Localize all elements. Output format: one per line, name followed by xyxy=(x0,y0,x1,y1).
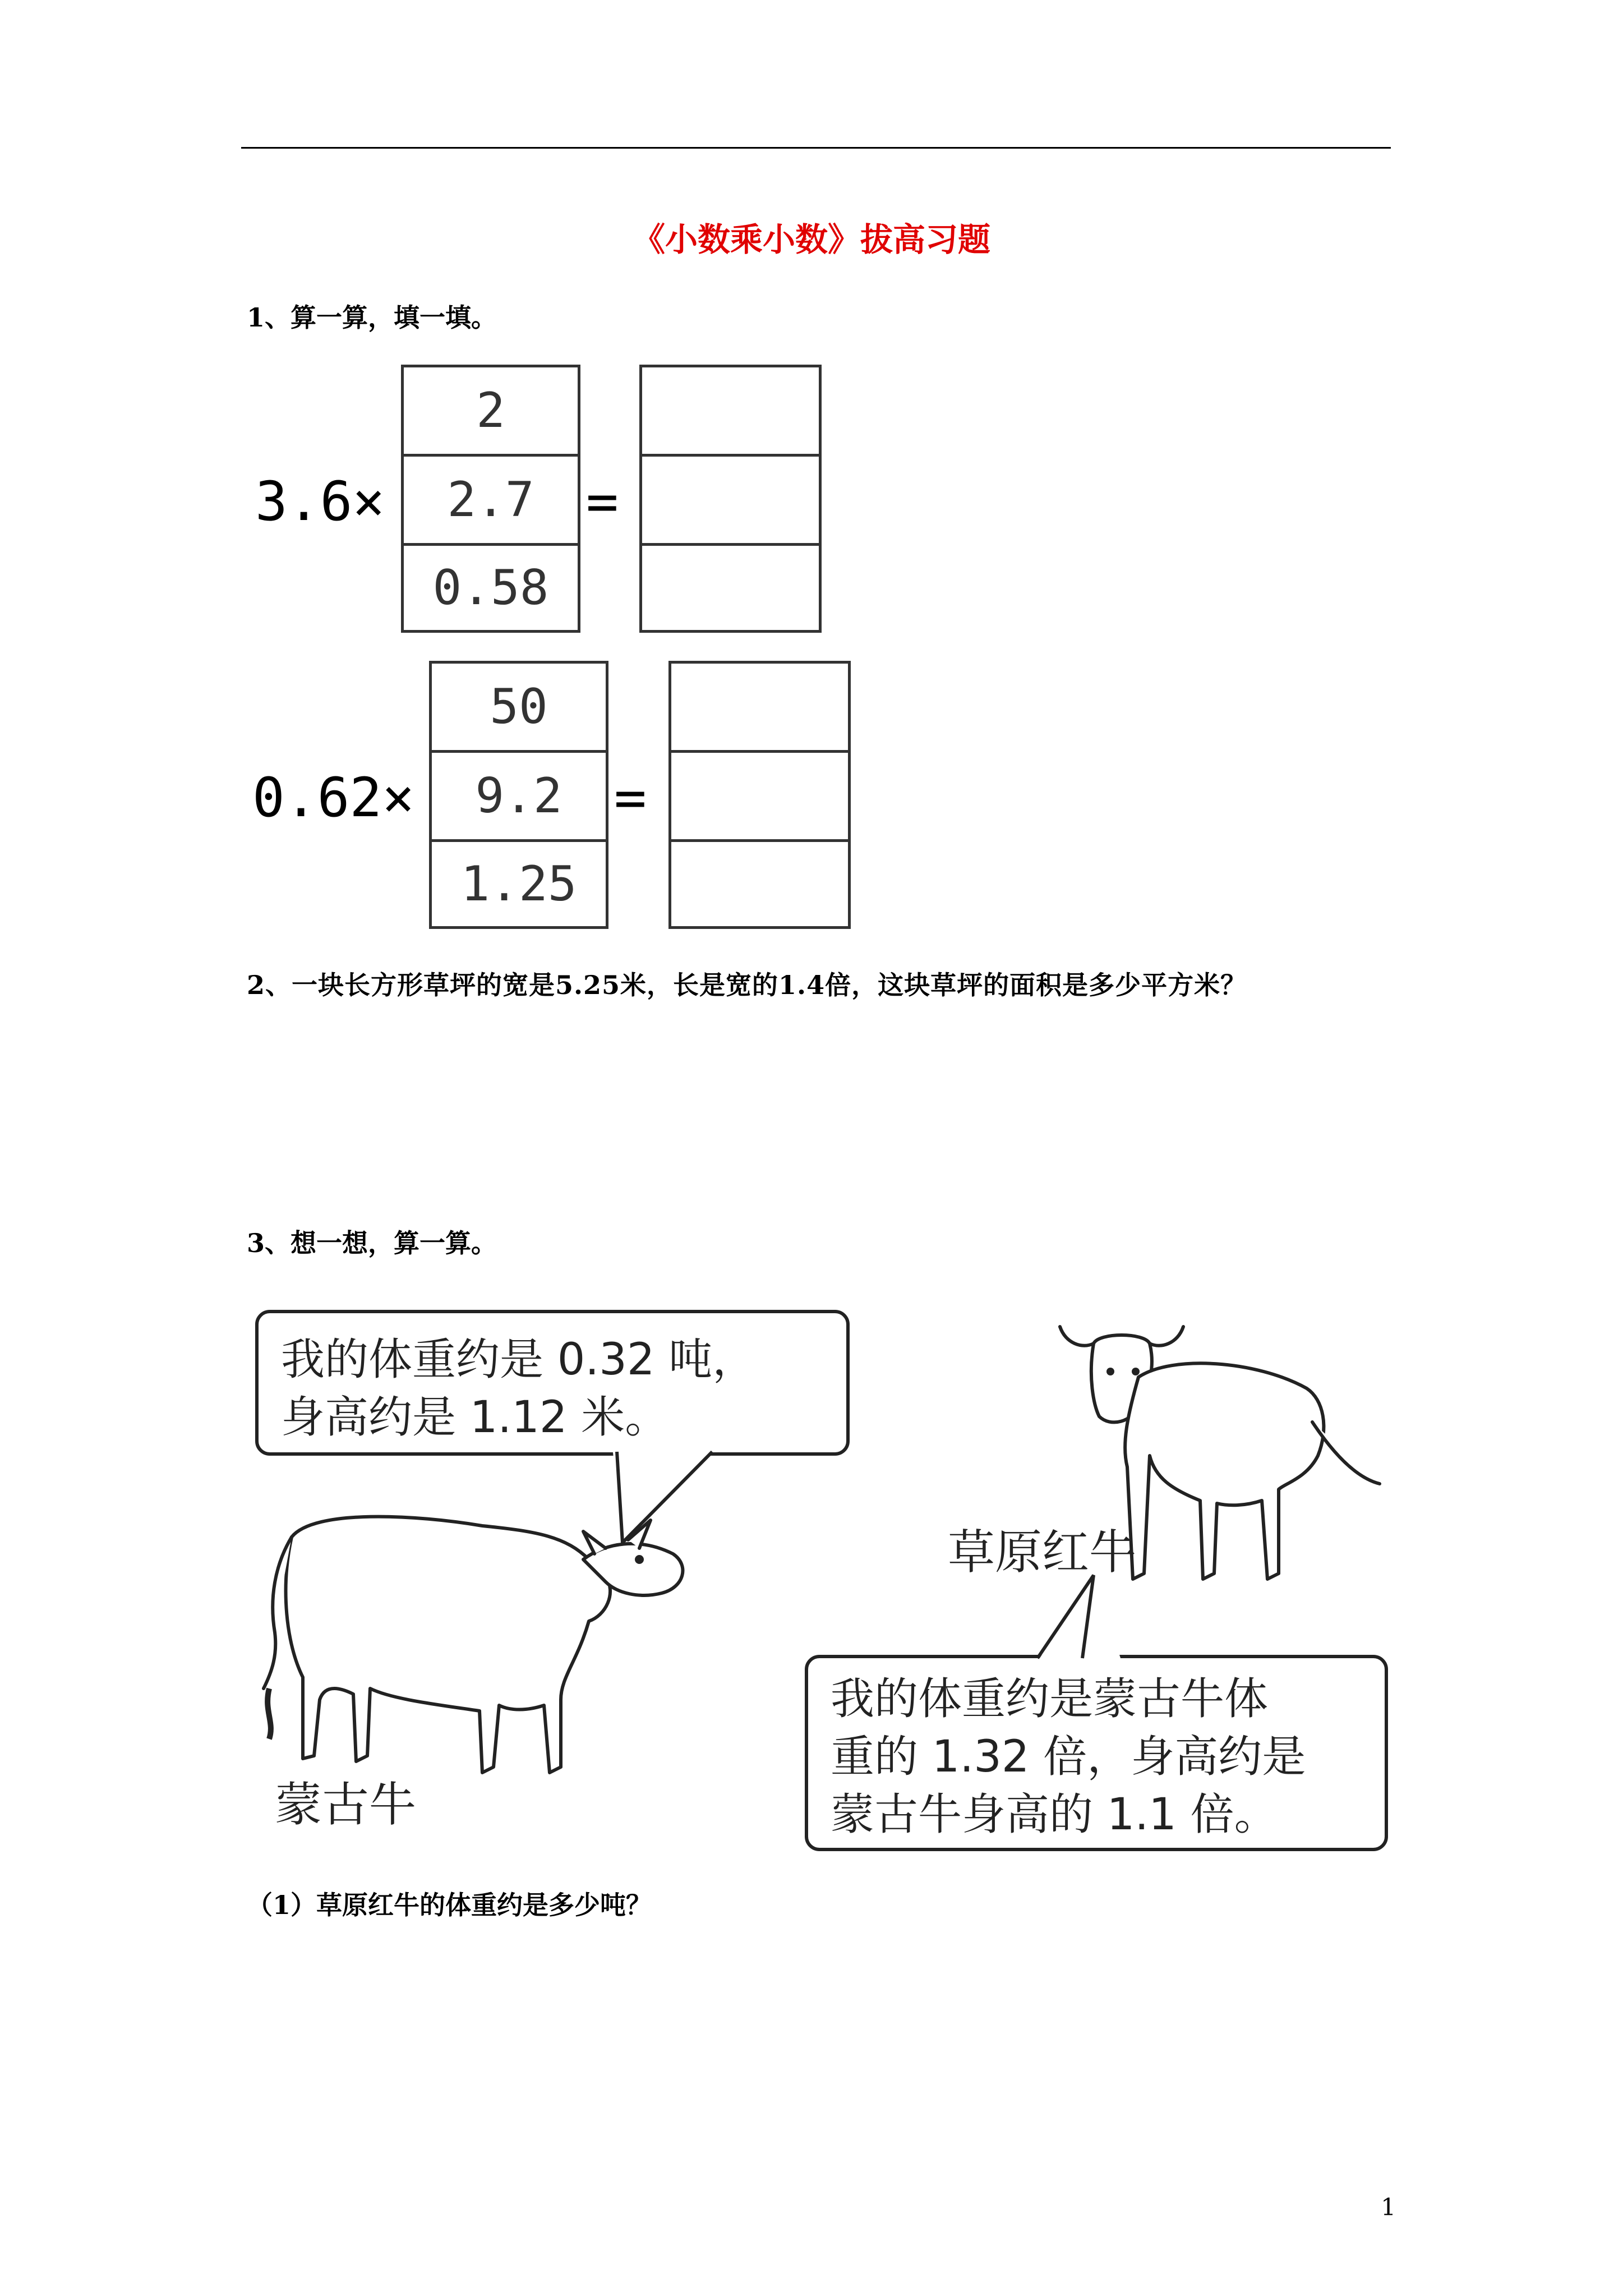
steppe-red-cattle-label: 草原红牛 xyxy=(948,1525,1137,1580)
answer-area[interactable] xyxy=(247,1930,1385,2154)
value-cell: 2.7 xyxy=(401,454,580,546)
bubble-line: 我的体重约是 0.32 吨， xyxy=(281,1335,757,1385)
equals-sign: = xyxy=(586,470,619,533)
answer-area[interactable] xyxy=(247,1010,1385,1189)
bubble-line: 身高约是 1.12 米。 xyxy=(281,1392,669,1443)
multiplier-label: 0.62× xyxy=(252,766,414,829)
answer-blank[interactable] xyxy=(668,839,851,929)
mongolian-cow-illustration xyxy=(247,1475,695,1801)
value-cell: 0.58 xyxy=(401,543,580,633)
page-number: 1 xyxy=(1381,2193,1396,2221)
answer-blank[interactable] xyxy=(639,365,822,457)
value-cell: 50 xyxy=(429,661,608,753)
header-rule xyxy=(241,147,1391,149)
value-cell: 9.2 xyxy=(429,750,608,842)
answer-blank[interactable] xyxy=(668,661,851,753)
mongolian-cow-label: 蒙古牛 xyxy=(275,1777,417,1832)
question-3-sub-1: （1）草原红牛的体重约是多少吨？ xyxy=(247,1890,652,1920)
question-3-prompt: 3、想一想，算一算。 xyxy=(247,1228,497,1258)
page-title: 《小数乘小数》拔高习题 xyxy=(632,220,990,259)
answer-blank[interactable] xyxy=(639,543,822,633)
multiplier-label: 3.6× xyxy=(255,470,385,533)
question-2-prompt: 2、一块长方形草坪的宽是5.25米，长是宽的1.4倍，这块草坪的面积是多少平方米？ xyxy=(247,970,1247,1000)
value-cell: 1.25 xyxy=(429,839,608,929)
speech-bubble-right-tail xyxy=(1026,1571,1133,1666)
speech-bubble-right xyxy=(805,1655,1388,1851)
answer-blank[interactable] xyxy=(668,750,851,842)
value-cell: 2 xyxy=(401,365,580,457)
bubble-line: 蒙古牛身高的 1.1 倍。 xyxy=(831,1789,1278,1840)
speech-bubble-left xyxy=(255,1310,850,1456)
bubble-line: 重的 1.32 倍，身高约是 xyxy=(831,1731,1306,1782)
answer-blank[interactable] xyxy=(639,454,822,546)
question-1-prompt: 1、算一算，填一填。 xyxy=(247,302,497,333)
equals-sign: = xyxy=(614,766,647,829)
bubble-line: 我的体重约是蒙古牛体 xyxy=(831,1674,1269,1724)
